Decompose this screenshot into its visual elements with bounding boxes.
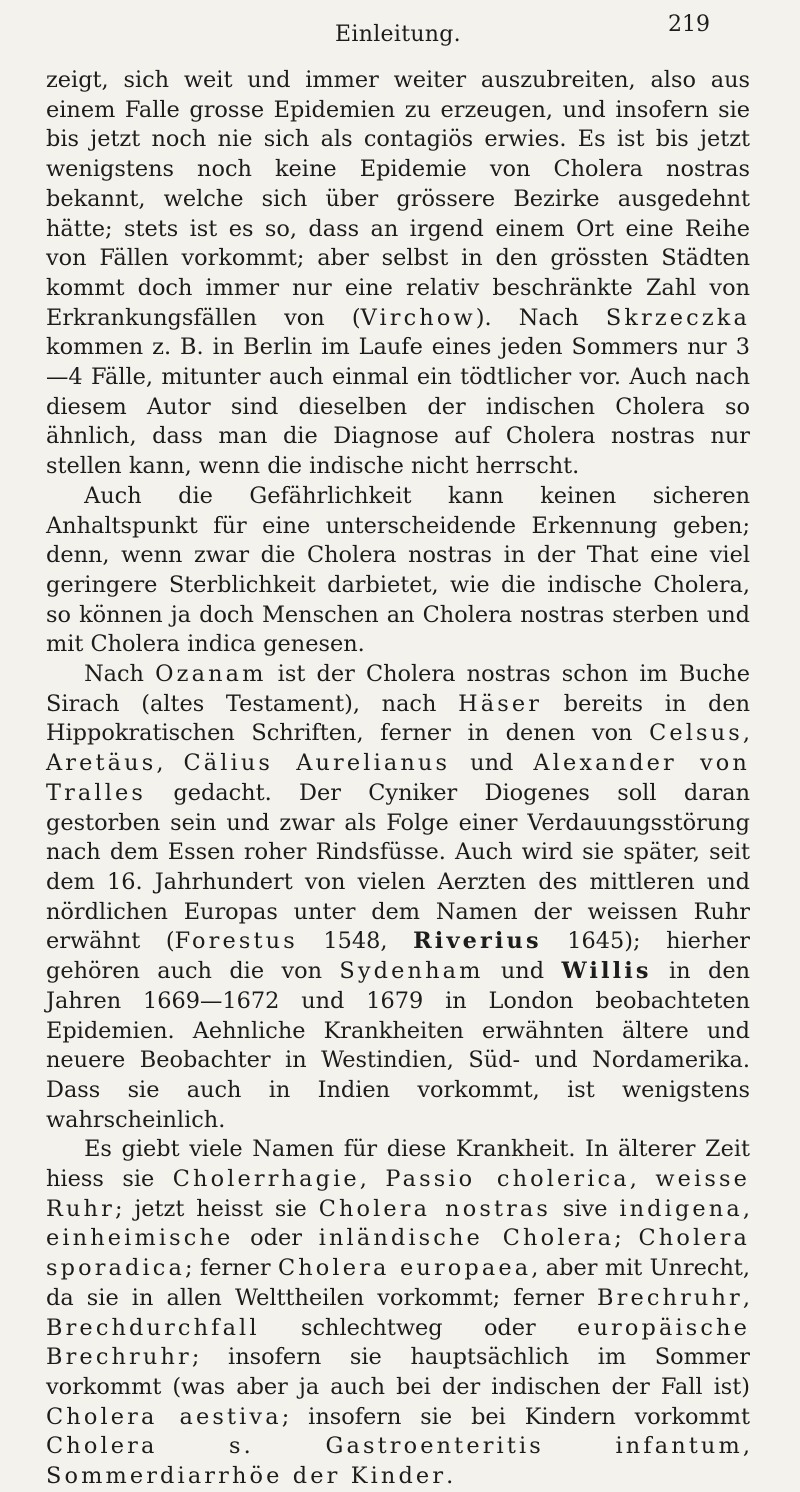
text-run: , [742, 720, 750, 747]
text-run: . [446, 1463, 454, 1490]
text-run: in den Jahren 1669—1672 und 1679 in London beobachteten Epidemien. Aehnliche Krankheiten erwähnten ältere und neuere Beobachter in Westindien, Süd- und Nordamerika. Dass sie auch in Indien vorkommt, ist wenigstens wahrscheinlich. [46, 958, 750, 1133]
text-run: ; ferner [184, 1255, 278, 1282]
text-run: und [450, 750, 534, 777]
text-run: ; insofern sie hauptsächlich im Sommer vorkommt (was aber ja auch bei der indischen der Fall ist) [46, 1344, 750, 1400]
spaced-term: Cholera s. Gastroenteritis infantum [46, 1433, 743, 1460]
text-run: ; [614, 1225, 639, 1252]
spaced-term: Cholera nostras [318, 1195, 552, 1222]
text-run: ; insofern sie bei Kindern vorkommt [281, 1403, 750, 1430]
running-head [46, 0, 750, 54]
spaced-term: Forestus [174, 928, 298, 955]
text-run: ist der Cholera nostras schon im Buche Sirach (altes Testament), nach [46, 661, 750, 717]
text-run: bereits in den Hippokratischen Schriften, ferner in denen von [46, 690, 750, 747]
text-run: 1645); hierher gehören auch die von [46, 928, 750, 985]
text-run: gedacht. Der Cyniker Diogenes soll daran gestorben sein und zwar als Folge einer Verdauungsstörung nach dem Essen roher Rindsfüsse. Auch wird sie später, seit dem 16. Jahrhundert von vielen Aerzten des mittleren und nördlichen Europas unter dem Namen der weissen Ruhr erwähnt ( [46, 779, 750, 955]
spaced-term: Alexander von Tralles [46, 750, 750, 806]
text-run: , [629, 1166, 656, 1193]
text-run: Es giebt viele Namen für diese Krankheit. In älterer Zeit hiess sie [46, 1136, 750, 1193]
text-run: , [742, 1284, 750, 1311]
paragraph [46, 1135, 750, 1491]
spaced-term: indigena [619, 1195, 743, 1222]
spaced-term: Aretäus [46, 750, 157, 777]
text-run: und [483, 958, 562, 985]
spaced-term: Cälius Aurelianus [183, 750, 451, 777]
text-run: 1548, [297, 928, 414, 955]
page-number: 219 [668, 12, 710, 37]
text-run: sive [551, 1195, 620, 1222]
spaced-term: Cholerrhagie [172, 1166, 360, 1193]
spaced-term: Sydenham [339, 958, 484, 985]
body-text [46, 66, 750, 1492]
spaced-term: Cholera aestiva [46, 1403, 282, 1430]
text-run: , aber mit Unrecht, da sie in allen Welttheilen vorkommt; ferner [46, 1255, 750, 1311]
text-run: , [742, 1195, 750, 1222]
spaced-term: Brechruhr [597, 1284, 743, 1311]
spaced-term: Passio cholerica [385, 1166, 630, 1193]
paragraph [46, 482, 750, 660]
spaced-term: Skrzeczka [605, 304, 750, 331]
spaced-term: Häser [458, 690, 543, 717]
spaced-term: Brechdurchfall [46, 1314, 260, 1341]
spaced-term: Sommerdiarrhöe der Kinder [46, 1463, 447, 1490]
paragraph [46, 66, 750, 482]
paragraph [46, 660, 750, 1135]
text-run: , [156, 750, 184, 777]
text-run: , [742, 1433, 750, 1460]
spaced-term: europäische Brechruhr [46, 1314, 750, 1371]
spaced-term: einheimische [46, 1225, 234, 1252]
text-run: oder [233, 1225, 319, 1252]
text-run: kommen z. B. in Berlin im Laufe eines jeden Sommers nur 3—4 Fälle, mitunter auch einmal ein tödtlicher vor. Auch nach diesem Autor sind dieselben der indischen Cholera so ähnlich, dass man die Diagnose auf Cholera nostras nur stellen kann, wenn die indische nicht herrscht. [46, 334, 750, 480]
running-title: Einleitung. [335, 22, 461, 47]
text-run: Auch die Gefährlichkeit kann keinen sicheren Anhaltspunkt für eine unterscheidende Erkennung geben; denn, wenn zwar die Cholera nostras in der That eine viel geringere Sterblichkeit darbietet, wie die indische Cholera, so können ja doch Menschen an Cholera nostras sterben und mit Cholera indica genesen. [46, 482, 750, 658]
spaced-term: Willis [561, 958, 652, 985]
spaced-term: inländische Cholera [318, 1225, 615, 1252]
spaced-term: Cholera europaea [277, 1255, 532, 1282]
text-run: ; jetzt heisst sie [114, 1195, 319, 1222]
spaced-term: Virchow [360, 304, 476, 331]
text-run: schlechtweg oder [259, 1314, 578, 1341]
spaced-term: Cholera sporadica [46, 1225, 750, 1282]
text-run: ). Nach [475, 304, 606, 331]
spaced-term: weisse Ruhr [46, 1166, 750, 1222]
spaced-term: Ozanam [155, 661, 267, 688]
text-run: Nach [84, 661, 156, 688]
text-run: zeigt, sich weit und immer weiter auszubreiten, also aus einem Falle grosse Epidemien zu erzeugen, und insofern sie bis jetzt noch nie sich als contagiös erwies. Es ist bis jetzt wenigstens noch keine Epidemie von Cholera nostras bekannt, welche sich über grössere Bezirke ausgedehnt hätte; stets ist es so, dass an irgend einem Ort eine Reihe von Fällen vorkommt; aber selbst in den grössten Städten kommt doch immer nur eine relativ beschränkte Zahl von Erkrankungsfällen von ( [46, 67, 750, 331]
spaced-term: Celsus [649, 720, 743, 747]
text-run: , [359, 1166, 386, 1193]
spaced-term: Riverius [413, 928, 542, 955]
